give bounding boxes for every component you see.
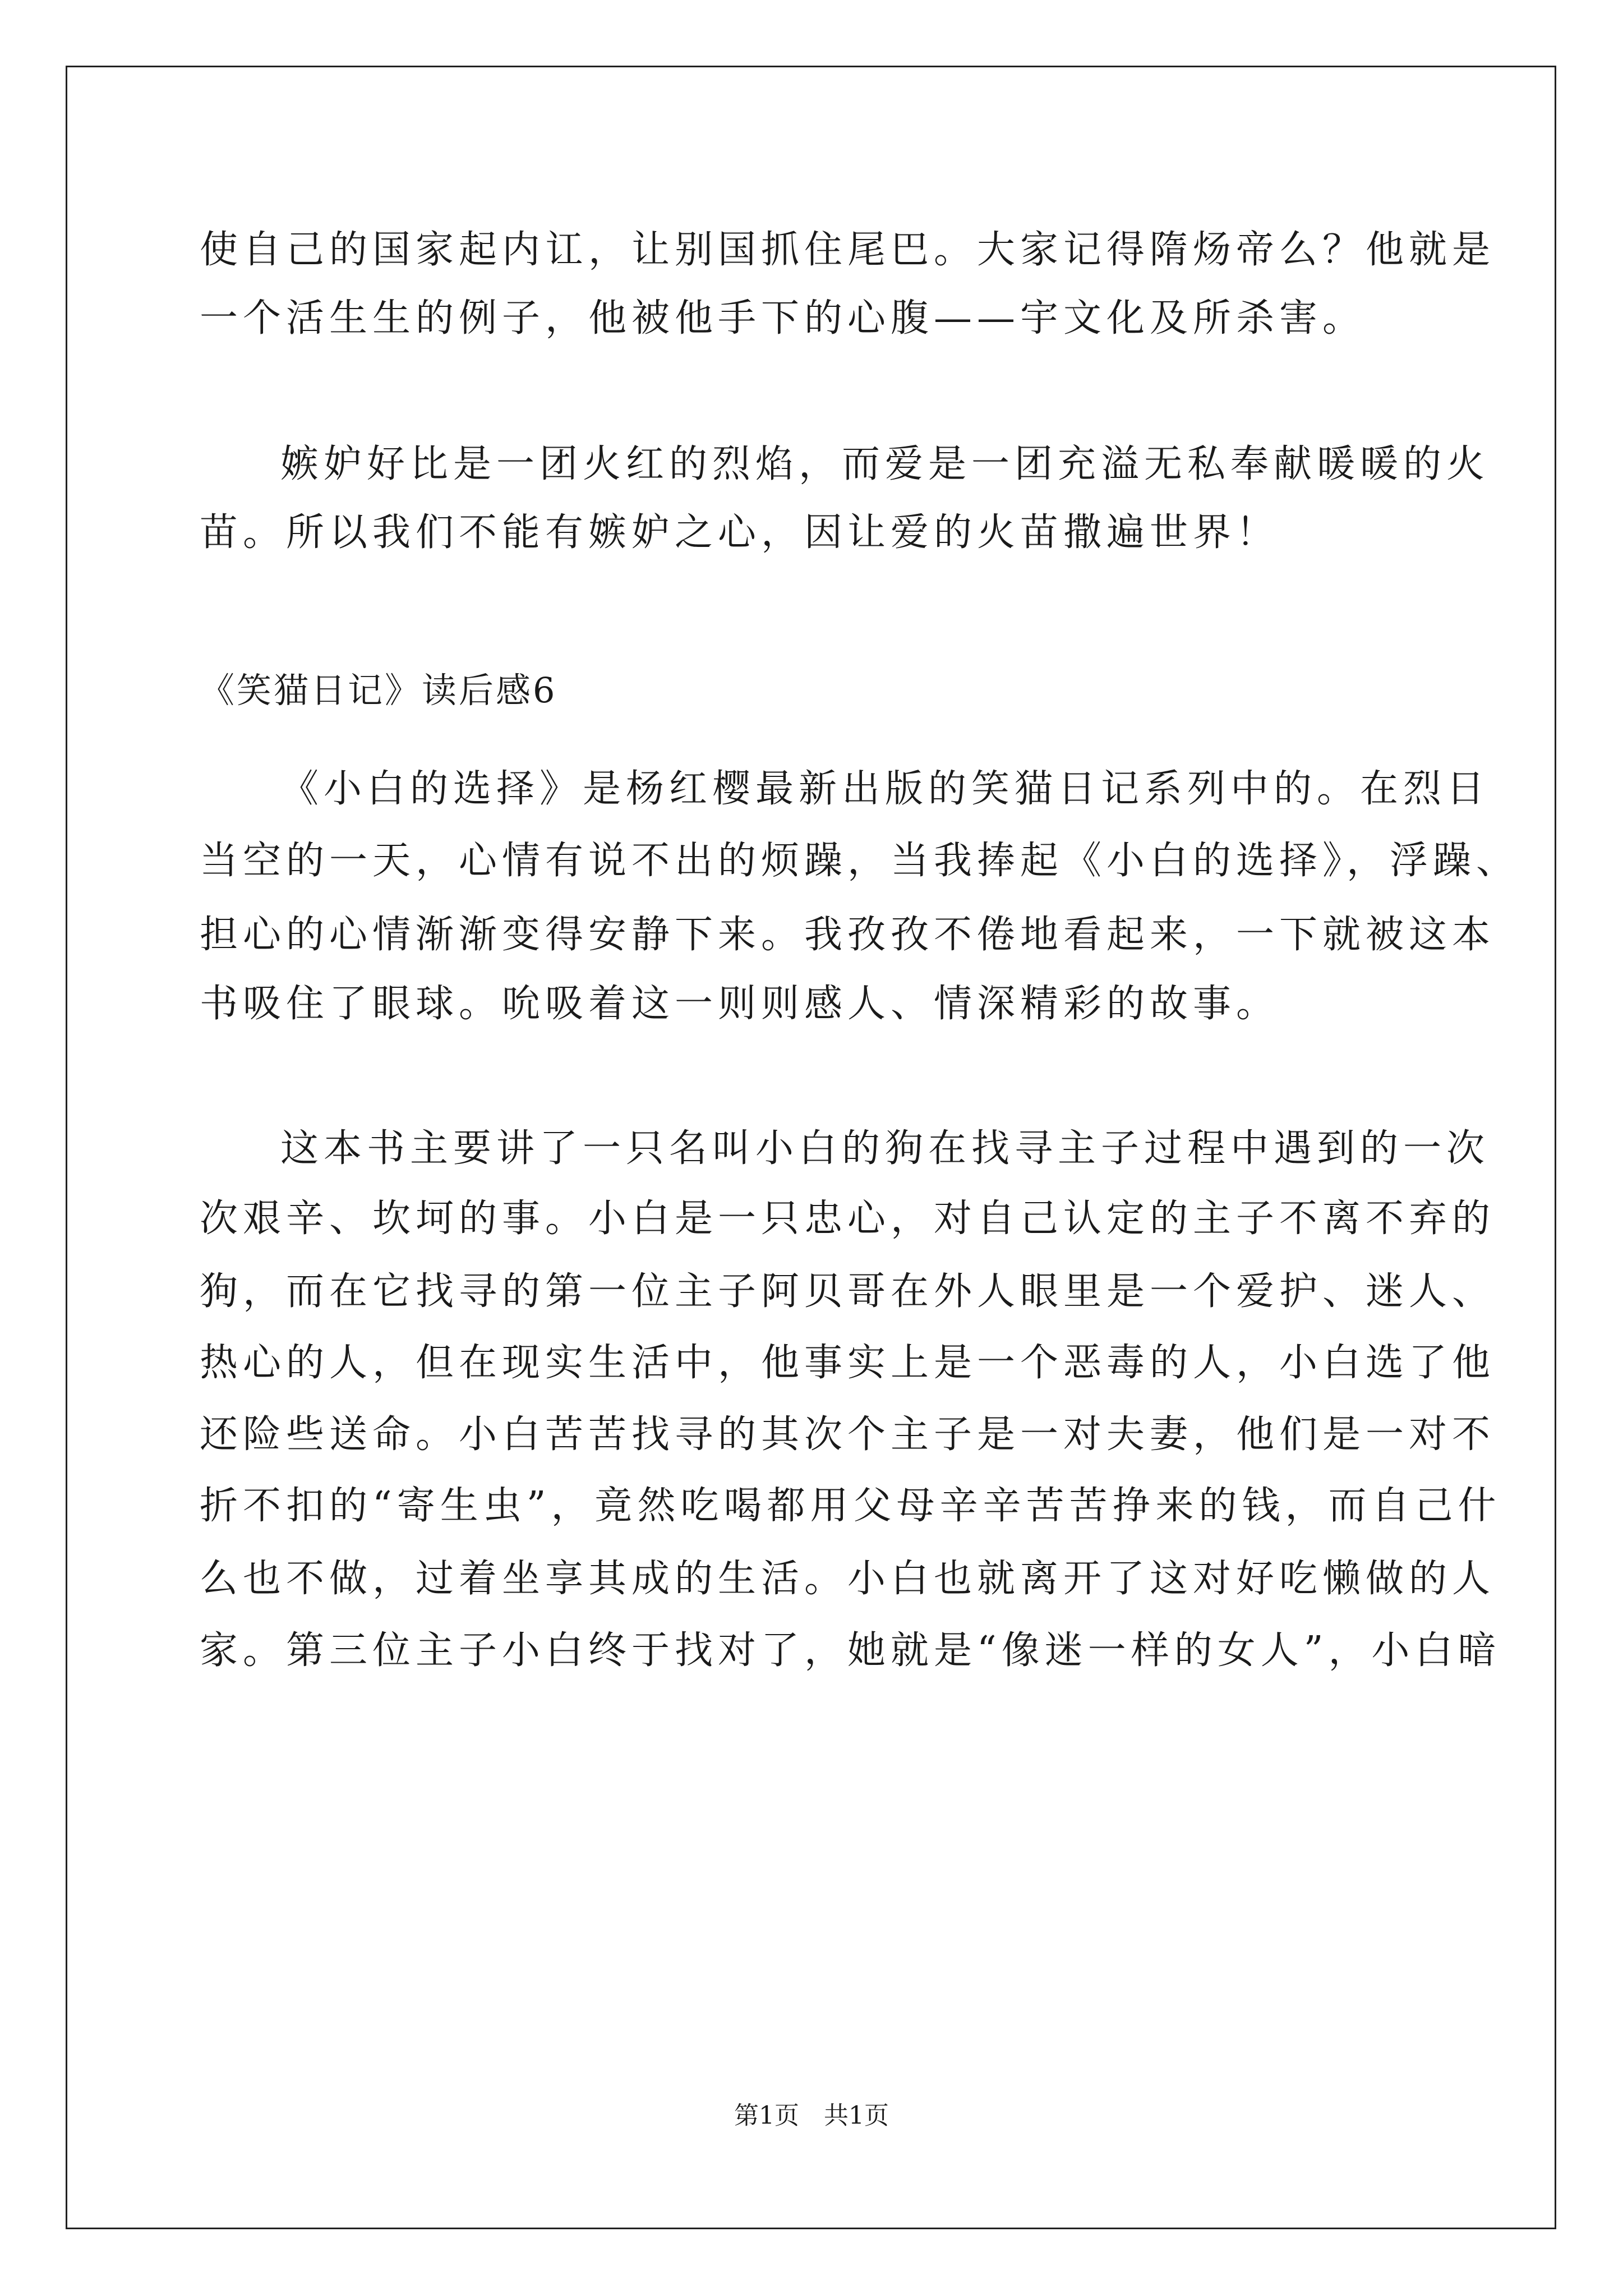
text-line: 苗。所以我们不能有嫉妒之心，因让爱的火苗撒遍世界！ (200, 510, 1280, 555)
text-line: 这本书主要讲了一只名叫小白的狗在找寻主子过程中遇到的一次 (280, 1126, 1490, 1171)
text-line: 《小白的选择》是杨红樱最新出版的笑猫日记系列中的。在烈日 (280, 767, 1490, 811)
text-line: 家。第三位主子小白终于找对了，她就是“像迷一样的女人”，小白暗 (200, 1628, 1501, 1673)
text-line: 折不扣的“寄生虫”，竟然吃喝都用父母辛辛苦苦挣来的钱，而自己什 (200, 1484, 1501, 1528)
text-line: 当空的一天，心情有说不出的烦躁，当我捧起《小白的选择》，浮躁、 (200, 839, 1520, 883)
text-line: 狗，而在它找寻的第一位主子阿贝哥在外人眼里是一个爱护、迷人、 (200, 1269, 1496, 1314)
text-line: 次艰辛、坎坷的事。小白是一只忠心，对自己认定的主子不离不弃的 (200, 1197, 1496, 1241)
text-line: 热心的人，但在现实生活中，他事实上是一个恶毒的人，小白选了他 (200, 1341, 1496, 1385)
text-line: 嫉妒好比是一团火红的烈焰，而爱是一团充溢无私奉献暖暖的火 (280, 442, 1490, 486)
section-heading: 《笑猫日记》读后感6 (200, 670, 557, 711)
page-footer: 第1页 共1页 (734, 2101, 889, 2130)
text-line: 一个活生生的例子，他被他手下的心腹——宇文化及所杀害。 (200, 296, 1366, 341)
text-line: 使自己的国家起内讧，让别国抓住尾巴。大家记得隋炀帝么？他就是 (200, 228, 1496, 272)
text-line: 书吸住了眼球。吮吸着这一则则感人、情深精彩的故事。 (200, 982, 1280, 1026)
text-line: 么也不做，过着坐享其成的生活。小白也就离开了这对好吃懒做的人 (200, 1557, 1496, 1601)
text-line: 担心的心情渐渐变得安静下来。我孜孜不倦地看起来，一下就被这本 (200, 913, 1496, 957)
text-line: 还险些送命。小白苦苦找寻的其次个主子是一对夫妻，他们是一对不 (200, 1412, 1496, 1457)
